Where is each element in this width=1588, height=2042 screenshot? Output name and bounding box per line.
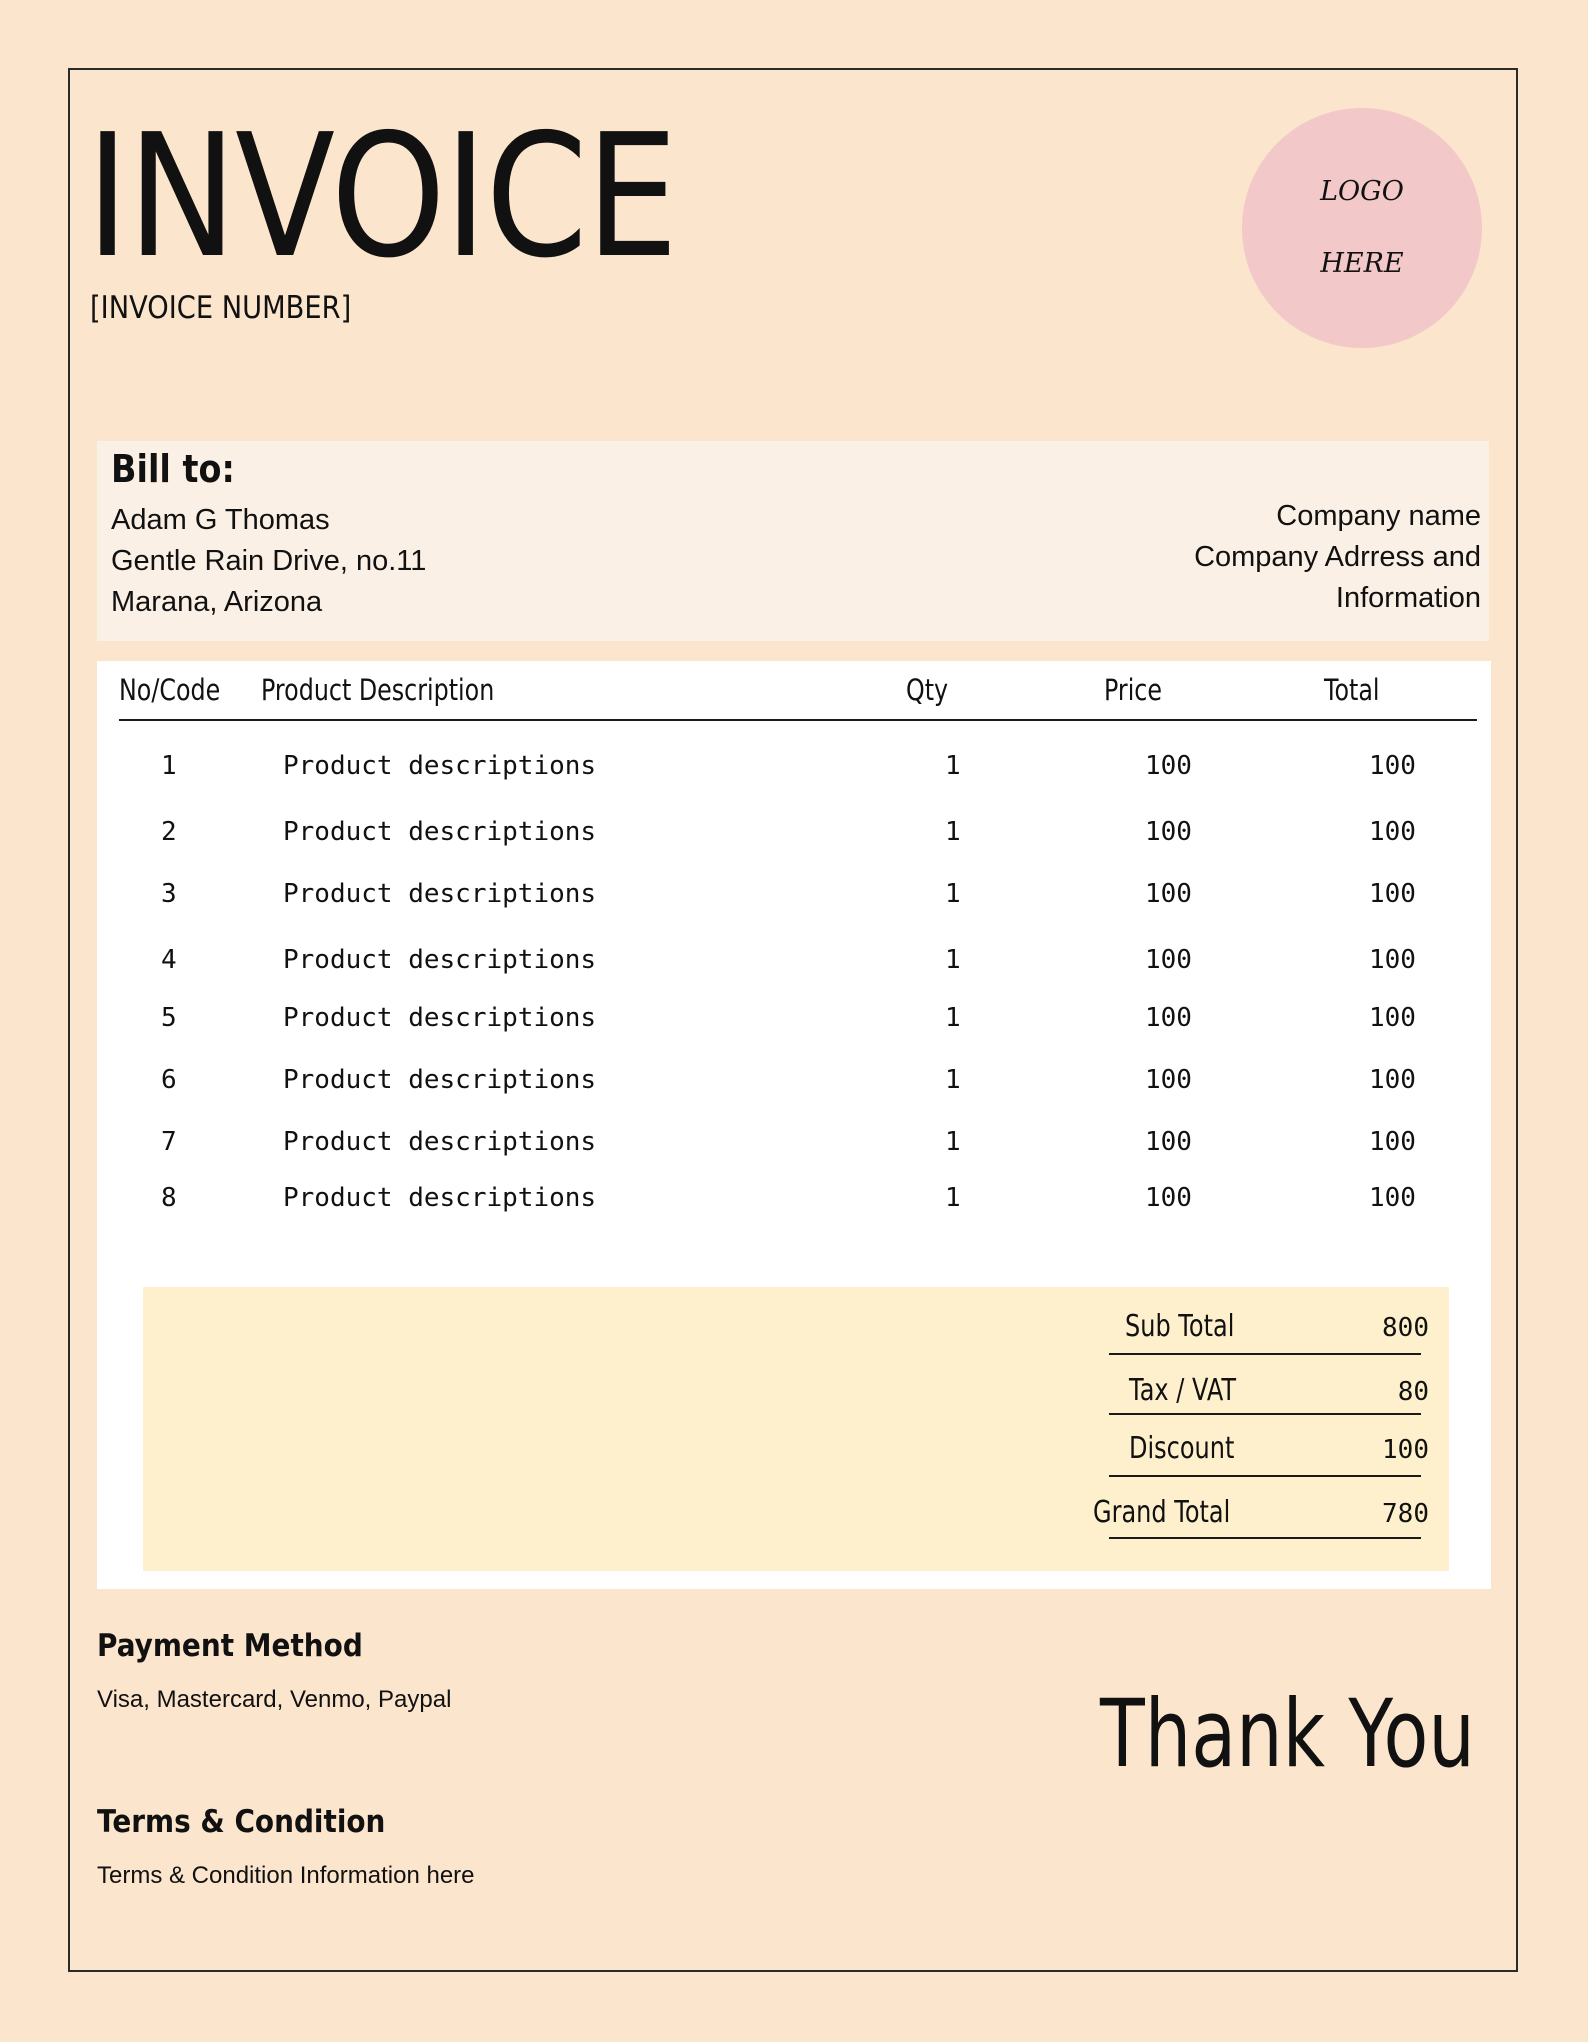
cell-qty: 1 [945, 1065, 961, 1095]
customer-street: Gentle Rain Drive, no.11 [111, 545, 427, 577]
cell-price: 100 [1145, 945, 1192, 975]
cell-price: 100 [1145, 1127, 1192, 1157]
header-no-code: No/Code [119, 673, 221, 707]
cell-desc: Product descriptions [283, 945, 597, 975]
cell-qty: 1 [945, 1183, 961, 1213]
cell-price: 100 [1145, 751, 1192, 781]
header-qty: Qty [906, 673, 949, 707]
cell-qty: 1 [945, 945, 961, 975]
table-row [97, 1183, 1491, 1223]
cell-price: 100 [1145, 879, 1192, 909]
cell-desc: Product descriptions [283, 1183, 597, 1213]
cell-desc: Product descriptions [283, 1127, 597, 1157]
bill-to-label: Bill to: [111, 447, 235, 491]
table-row [97, 1065, 1491, 1105]
company-address-line2: Information [1335, 582, 1481, 614]
table-row [97, 879, 1491, 919]
cell-no: 6 [161, 1065, 177, 1095]
subtotal-divider [1109, 1353, 1421, 1355]
logo-text-line1: LOGO [1320, 176, 1404, 207]
discount-divider [1109, 1475, 1421, 1477]
logo-placeholder [1242, 108, 1482, 348]
invoice-number: [INVOICE NUMBER] [90, 290, 352, 326]
cell-price: 100 [1145, 1003, 1192, 1033]
cell-no: 5 [161, 1003, 177, 1033]
header-price: Price [1104, 673, 1163, 707]
thank-you-text: Thank You [1100, 1680, 1475, 1789]
company-name: Company name [1276, 500, 1481, 532]
cell-total: 100 [1369, 945, 1416, 975]
tax-value: 80 [1397, 1377, 1429, 1407]
cell-qty: 1 [945, 1003, 961, 1033]
tax-row [1111, 1359, 1429, 1421]
cell-total: 100 [1369, 1183, 1416, 1213]
totals-box [143, 1287, 1449, 1571]
cell-total: 100 [1369, 751, 1416, 781]
grand-total-label: Grand Total [1093, 1495, 1231, 1530]
terms-text: Terms & Condition Information here [97, 1862, 475, 1889]
cell-total: 100 [1369, 1003, 1416, 1033]
cell-qty: 1 [945, 879, 961, 909]
tax-label: Tax / VAT [1129, 1373, 1237, 1408]
cell-no: 3 [161, 879, 177, 909]
cell-no: 7 [161, 1127, 177, 1157]
cell-total: 100 [1369, 817, 1416, 847]
discount-value: 100 [1382, 1435, 1429, 1465]
table-header [119, 661, 1477, 721]
grand-total-row [1093, 1481, 1429, 1543]
cell-desc: Product descriptions [283, 1003, 597, 1033]
terms-title: Terms & Condition [97, 1804, 386, 1840]
subtotal-value: 800 [1382, 1313, 1429, 1343]
cell-price: 100 [1145, 817, 1192, 847]
cell-no: 1 [161, 751, 177, 781]
payment-method-title: Payment Method [97, 1628, 363, 1664]
customer-address [111, 500, 426, 623]
company-address-line1: Company Adrress and [1194, 541, 1481, 573]
cell-price: 100 [1145, 1183, 1192, 1213]
cell-qty: 1 [945, 817, 961, 847]
table-row [97, 945, 1491, 985]
cell-desc: Product descriptions [283, 751, 597, 781]
customer-city: Marana, Arizona [111, 586, 323, 618]
company-info [1194, 496, 1481, 619]
subtotal-row [1111, 1295, 1429, 1357]
table-row [97, 1127, 1491, 1167]
cell-total: 100 [1369, 1127, 1416, 1157]
table-row [97, 817, 1491, 857]
grand-total-divider [1109, 1537, 1421, 1539]
discount-label: Discount [1129, 1431, 1235, 1466]
header-description: Product Description [261, 673, 495, 707]
cell-no: 4 [161, 945, 177, 975]
bill-to-section [97, 441, 1489, 641]
table-row [97, 751, 1491, 791]
cell-desc: Product descriptions [283, 1065, 597, 1095]
cell-desc: Product descriptions [283, 817, 597, 847]
cell-price: 100 [1145, 1065, 1192, 1095]
cell-desc: Product descriptions [283, 879, 597, 909]
discount-row [1111, 1417, 1429, 1479]
subtotal-label: Sub Total [1125, 1309, 1235, 1344]
items-table [97, 661, 1491, 1589]
payment-method-text: Visa, Mastercard, Venmo, Paypal [97, 1686, 452, 1713]
cell-total: 100 [1369, 879, 1416, 909]
cell-qty: 1 [945, 1127, 961, 1157]
cell-no: 8 [161, 1183, 177, 1213]
table-row [97, 1003, 1491, 1043]
logo-text-line2: HERE [1320, 248, 1404, 279]
cell-no: 2 [161, 817, 177, 847]
grand-total-value: 780 [1382, 1499, 1429, 1529]
customer-name: Adam G Thomas [111, 504, 330, 536]
cell-qty: 1 [945, 751, 961, 781]
tax-divider [1109, 1413, 1421, 1415]
header-total: Total [1324, 673, 1380, 707]
invoice-title: INVOICE [86, 98, 677, 296]
cell-total: 100 [1369, 1065, 1416, 1095]
